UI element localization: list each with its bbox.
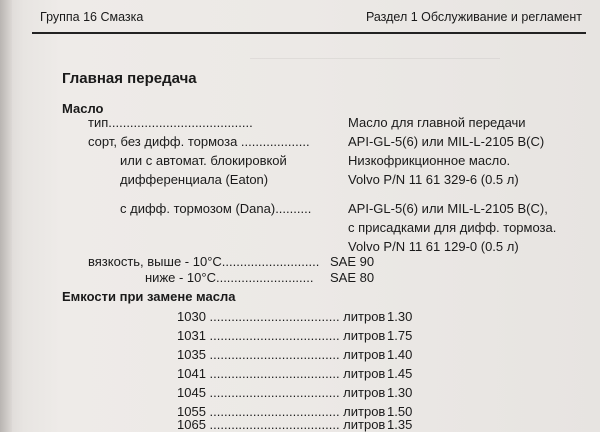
capacity-row: 1030 .................................... литров <box>177 309 386 324</box>
capacity-model: 1041 <box>177 366 206 381</box>
oil-heading: Масло <box>62 101 104 116</box>
capacity-row: 1055 .................................... литров <box>177 404 386 419</box>
capacity-unit: литров <box>343 328 386 343</box>
oil-value-volvo-pn-2: Volvo P/N 11 61 129-0 (0.5 л) <box>348 239 519 254</box>
viscosity-label-above: вязкость, выше - 10°C........................... <box>88 254 320 269</box>
header-rule <box>32 32 586 34</box>
oil-label-autolock: или с автомат. блокировкой <box>120 153 287 168</box>
capacity-unit: литров <box>343 309 386 324</box>
capacity-model: 1065 <box>177 417 206 432</box>
capacity-model: 1055 <box>177 404 206 419</box>
capacity-heading: Емкости при замене масла <box>62 289 236 304</box>
section-title: Главная передача <box>62 70 197 87</box>
header-right: Раздел 1 Обслуживание и регламент <box>365 10 582 24</box>
capacity-unit: литров <box>343 385 386 400</box>
capacity-amount: 1.35 <box>387 417 413 432</box>
capacity-row: 1065 .................................... литров <box>177 417 386 432</box>
oil-value-type: Масло для главной передачи <box>348 115 526 130</box>
capacity-amount: 1.40 <box>387 347 413 362</box>
capacity-amount: 1.50 <box>387 404 413 419</box>
oil-label-eaton: дифференциала (Eaton) <box>120 172 269 187</box>
capacity-row: 1031 .................................... литров <box>177 328 386 343</box>
capacity-model: 1045 <box>177 385 206 400</box>
capacity-unit: литров <box>343 417 386 432</box>
capacity-amount: 1.75 <box>387 328 413 343</box>
capacity-unit: литров <box>343 347 386 362</box>
capacity-unit: литров <box>343 366 386 381</box>
capacity-model: 1031 <box>177 328 206 343</box>
capacity-unit: литров <box>343 404 386 419</box>
viscosity-value-above: SAE 90 <box>330 254 375 269</box>
oil-value-lowfriction: Низкофрикционное масло. <box>348 153 511 168</box>
oil-label-grade: сорт, без дифф. тормоза ................... <box>88 134 310 149</box>
capacity-row: 1045 .................................... литров <box>177 385 386 400</box>
capacity-row: 1041 .................................... литров <box>177 366 386 381</box>
bleed-through <box>250 58 500 67</box>
oil-value-additives: с присадками для дифф. тормоза. <box>348 220 557 235</box>
capacity-model: 1035 <box>177 347 206 362</box>
viscosity-value-below: SAE 80 <box>330 270 375 285</box>
capacity-row: 1035 .................................... литров <box>177 347 386 362</box>
header-left: Группа 16 Смазка <box>40 10 144 24</box>
page-edge <box>0 0 12 432</box>
capacity-amount: 1.30 <box>387 309 413 324</box>
oil-value-grade: API-GL-5(6) или MIL-L-2105 B(C) <box>348 134 545 149</box>
oil-label-type: тип........................................ <box>88 115 253 130</box>
capacity-amount: 1.45 <box>387 366 413 381</box>
oil-value-volvo-pn-1: Volvo P/N 11 61 329-6 (0.5 л) <box>348 172 519 187</box>
page-header <box>40 10 582 30</box>
capacity-amount: 1.30 <box>387 385 413 400</box>
viscosity-label-below: ниже - 10°C........................... <box>145 270 314 285</box>
oil-value-dana-grade: API-GL-5(6) или MIL-L-2105 B(C), <box>348 201 548 216</box>
oil-label-dana: с дифф. тормозом (Dana).......... <box>120 201 312 216</box>
capacity-model: 1030 <box>177 309 206 324</box>
